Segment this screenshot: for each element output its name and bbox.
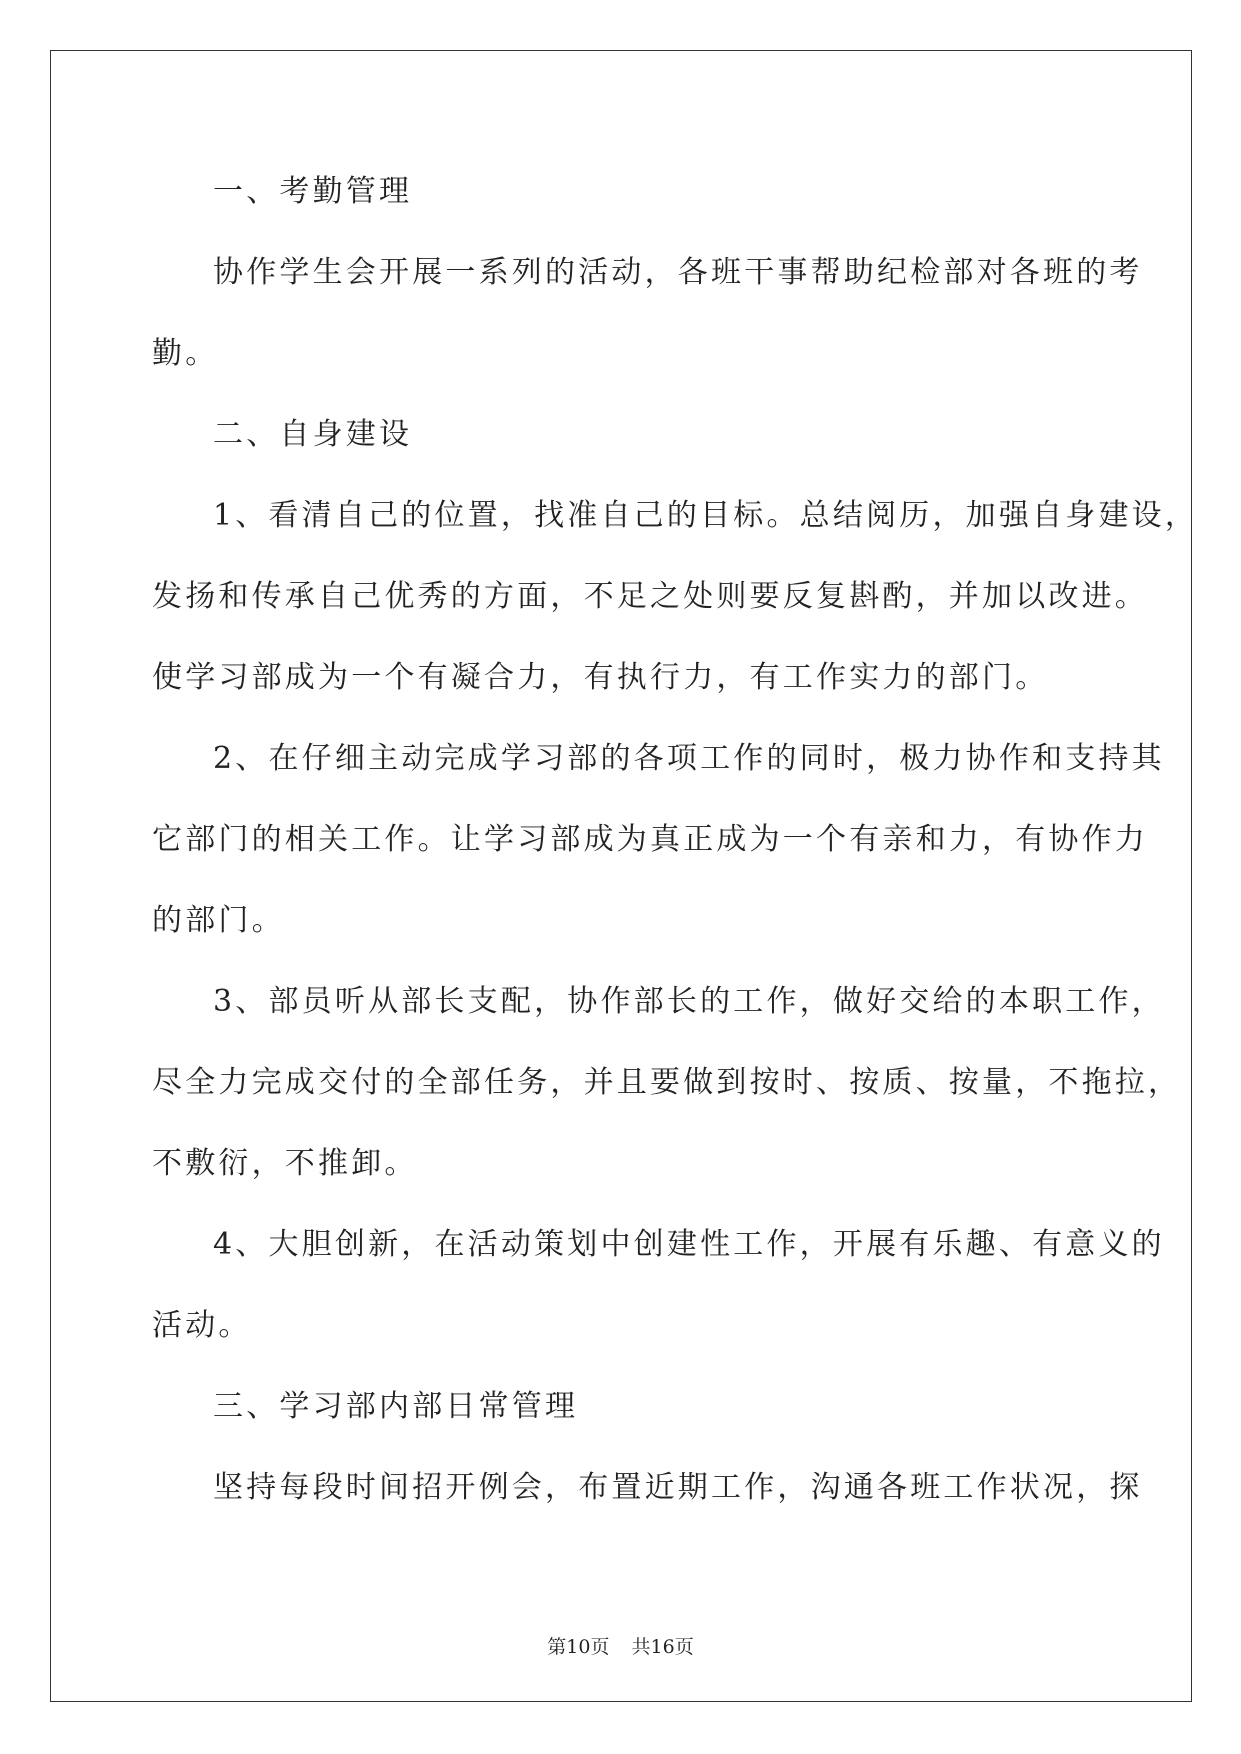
text-line: 坚持每段时间招开例会，布置近期工作，沟通各班工作状况，探 bbox=[213, 1470, 1143, 1505]
text-line: 不敷衍，不推卸。 bbox=[152, 1146, 418, 1181]
text-line: 使学习部成为一个有凝合力，有执行力，有工作实力的部门。 bbox=[152, 660, 1049, 695]
total-pages: 共16页 bbox=[631, 1636, 694, 1658]
document-body bbox=[152, 158, 1199, 1535]
text-line: 的部门。 bbox=[152, 903, 285, 938]
page-footer bbox=[0, 1632, 1241, 1659]
text-line: 一、考勤管理 bbox=[213, 174, 413, 209]
text-line: 4、大胆创新，在活动策划中创建性工作，开展有乐趣、有意义的 bbox=[213, 1227, 1165, 1262]
text-line: 它部门的相关工作。让学习部成为真正成为一个有亲和力，有协作力 bbox=[152, 822, 1148, 857]
text-line: 协作学生会开展一系列的活动，各班干事帮助纪检部对各班的考 bbox=[213, 255, 1143, 290]
text-line: 发扬和传承自己优秀的方面，不足之处则要反复斟酌，并加以改进。 bbox=[152, 579, 1148, 614]
text-line: 二、自身建设 bbox=[213, 417, 413, 452]
text-line: 1、看清自己的位置，找准自己的目标。总结阅历，加强自身建设， bbox=[213, 498, 1199, 533]
text-line: 活动。 bbox=[152, 1308, 252, 1343]
text-line: 3、部员听从部长支配，协作部长的工作，做好交给的本职工作， bbox=[213, 984, 1165, 1019]
text-line: 尽全力完成交付的全部任务，并且要做到按时、按质、按量，不拖拉， bbox=[152, 1065, 1182, 1100]
page-number: 第10页 bbox=[547, 1636, 610, 1658]
text-line: 三、学习部内部日常管理 bbox=[213, 1389, 579, 1424]
text-line: 勤。 bbox=[152, 336, 219, 371]
text-line: 2、在仔细主动完成学习部的各项工作的同时，极力协作和支持其 bbox=[213, 741, 1165, 776]
